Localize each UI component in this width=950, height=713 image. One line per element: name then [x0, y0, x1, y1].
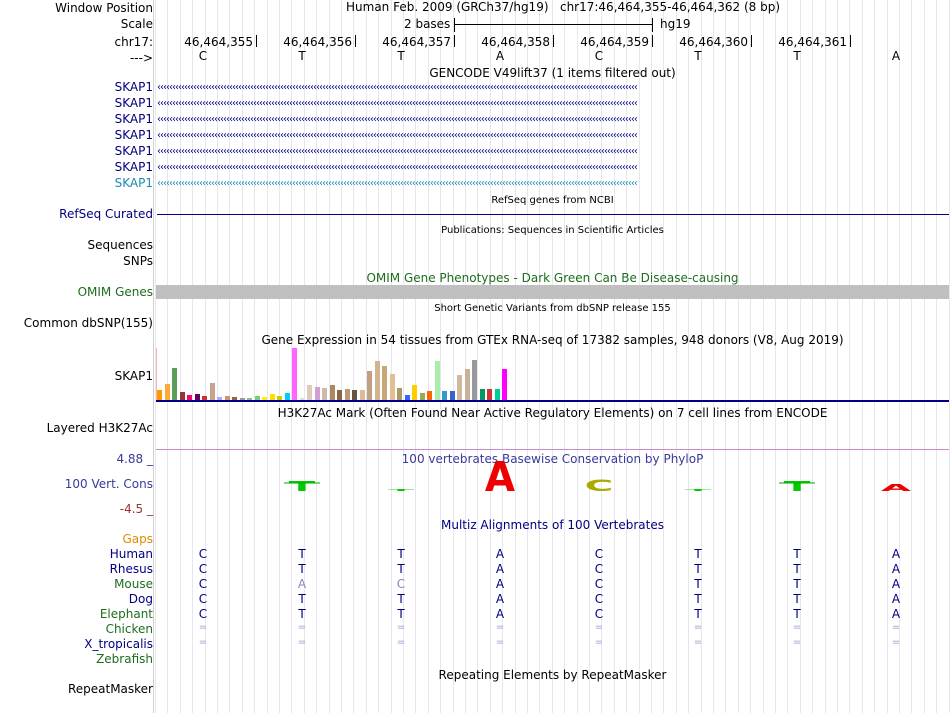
- gencode-title: GENCODE V49lift37 (1 items filtered out): [429, 66, 676, 80]
- ruler-coord: 46,464,358: [481, 35, 550, 49]
- h3k27ac-line: [156, 449, 949, 450]
- gencode-gene-label[interactable]: SKAP1: [114, 128, 153, 142]
- gtex-bar[interactable]: [495, 389, 500, 400]
- gtex-baseline: [156, 400, 949, 402]
- cons-logo-letter: T: [387, 488, 415, 492]
- gtex-bar[interactable]: [352, 390, 357, 400]
- multiz-species-label[interactable]: Rhesus: [109, 562, 153, 576]
- gencode-gene-label[interactable]: SKAP1: [114, 80, 153, 94]
- multiz-base: T: [793, 592, 801, 606]
- ruler-tick: [652, 35, 653, 47]
- gencode-gene-track[interactable]: ‹‹‹‹‹‹‹‹‹‹‹‹‹‹‹‹‹‹‹‹‹‹‹‹‹‹‹‹‹‹‹‹‹‹‹‹‹‹‹‹‹‹‹‹‹‹‹‹‹‹‹‹‹‹‹‹‹‹‹‹‹‹‹‹‹‹‹‹‹‹‹‹‹‹‹‹‹‹‹‹‹‹‹‹‹‹‹‹‹‹‹‹‹‹‹‹‹‹‹‹‹‹‹‹‹‹‹‹‹‹‹‹‹‹‹‹‹‹‹‹‹‹‹‹‹‹‹‹‹‹‹‹‹‹‹‹‹‹‹‹‹‹‹‹‹‹‹‹‹‹‹‹‹‹‹‹‹‹‹‹: [157, 83, 637, 92]
- refseq-title: RefSeq genes from NCBI: [491, 195, 614, 206]
- multiz-base: T: [793, 562, 801, 576]
- gencode-gene-label[interactable]: SKAP1: [114, 96, 153, 110]
- refseq-line: [157, 214, 949, 215]
- cons-logo: [155, 460, 950, 520]
- ruler-base: T: [694, 49, 702, 63]
- ruler-coord: 46,464,356: [283, 35, 352, 49]
- gtex-bar[interactable]: [307, 385, 312, 400]
- multiz-base: C: [594, 577, 604, 591]
- gencode-gene-track[interactable]: ‹‹‹‹‹‹‹‹‹‹‹‹‹‹‹‹‹‹‹‹‹‹‹‹‹‹‹‹‹‹‹‹‹‹‹‹‹‹‹‹‹‹‹‹‹‹‹‹‹‹‹‹‹‹‹‹‹‹‹‹‹‹‹‹‹‹‹‹‹‹‹‹‹‹‹‹‹‹‹‹‹‹‹‹‹‹‹‹‹‹‹‹‹‹‹‹‹‹‹‹‹‹‹‹‹‹‹‹‹‹‹‹‹‹‹‹‹‹‹‹‹‹‹‹‹‹‹‹‹‹‹‹‹‹‹‹‹‹‹‹‹‹‹‹‹‹‹‹‹‹‹‹‹‹‹‹‹‹‹‹: [157, 147, 637, 156]
- ruler-base: A: [495, 49, 505, 63]
- multiz-base: =: [594, 637, 604, 648]
- gtex-bar[interactable]: [412, 385, 417, 400]
- gtex-bar[interactable]: [502, 369, 507, 400]
- gtex-bar[interactable]: [420, 393, 425, 400]
- gtex-bar[interactable]: [442, 391, 447, 400]
- gtex-label[interactable]: SKAP1: [114, 369, 153, 383]
- gtex-bar[interactable]: [322, 388, 327, 400]
- scale-label: Scale: [120, 17, 153, 31]
- multiz-base: C: [594, 592, 604, 606]
- scale-text: 2 bases: [404, 17, 451, 31]
- multiz-base: A: [891, 562, 901, 576]
- position-readout: chr17:46,464,355-46,464,362 (8 bp): [559, 0, 781, 14]
- multiz-base: =: [297, 637, 307, 648]
- refseq-label[interactable]: RefSeq Curated: [59, 207, 153, 221]
- gtex-bar[interactable]: [435, 361, 440, 400]
- multiz-base: C: [198, 547, 208, 561]
- ruler-base: T: [397, 49, 405, 63]
- gtex-bar[interactable]: [472, 360, 477, 400]
- multiz-base: C: [198, 607, 208, 621]
- multiz-base: A: [495, 562, 505, 576]
- multiz-base: A: [891, 577, 901, 591]
- multiz-species-label[interactable]: Elephant: [99, 607, 153, 621]
- h3k27ac-title: H3K27Ac Mark (Often Found Near Active Regulatory Elements) on 7 cell lines from ENCODE: [277, 406, 828, 420]
- cons-max: 4.88 _: [116, 452, 153, 466]
- cons-logo-letter: T: [684, 488, 712, 492]
- assembly-title: [346, 0, 780, 14]
- multiz-base: C: [198, 562, 208, 576]
- multiz-base: =: [495, 637, 505, 648]
- gencode-gene-track[interactable]: ‹‹‹‹‹‹‹‹‹‹‹‹‹‹‹‹‹‹‹‹‹‹‹‹‹‹‹‹‹‹‹‹‹‹‹‹‹‹‹‹‹‹‹‹‹‹‹‹‹‹‹‹‹‹‹‹‹‹‹‹‹‹‹‹‹‹‹‹‹‹‹‹‹‹‹‹‹‹‹‹‹‹‹‹‹‹‹‹‹‹‹‹‹‹‹‹‹‹‹‹‹‹‹‹‹‹‹‹‹‹‹‹‹‹‹‹‹‹‹‹‹‹‹‹‹‹‹‹‹‹‹‹‹‹‹‹‹‹‹‹‹‹‹‹‹‹‹‹‹‹‹‹‹‹‹‹‹‹‹‹: [157, 163, 637, 172]
- gtex-bar[interactable]: [397, 388, 402, 400]
- omim-bar[interactable]: [156, 285, 949, 299]
- gtex-bar[interactable]: [330, 385, 335, 400]
- multiz-base: C: [594, 607, 604, 621]
- multiz-base: T: [793, 577, 801, 591]
- multiz-base: =: [198, 637, 208, 648]
- multiz-base: =: [396, 622, 406, 633]
- gtex-chart[interactable]: [156, 348, 556, 400]
- gencode-gene-label[interactable]: SKAP1: [114, 160, 153, 174]
- gtex-bar[interactable]: [315, 387, 320, 400]
- multiz-base: =: [396, 637, 406, 648]
- multiz-base: T: [397, 547, 405, 561]
- multiz-base: =: [891, 637, 901, 648]
- multiz-base: A: [297, 577, 307, 591]
- multiz-species-label[interactable]: Dog: [128, 592, 153, 606]
- multiz-base: A: [495, 592, 505, 606]
- multiz-base: T: [298, 592, 306, 606]
- multiz-species-label[interactable]: X_tropicalis: [84, 637, 153, 651]
- gtex-bar[interactable]: [480, 389, 485, 400]
- multiz-base: A: [891, 592, 901, 606]
- gtex-bar[interactable]: [180, 392, 185, 400]
- gtex-bar[interactable]: [157, 390, 162, 400]
- multiz-base: T: [793, 607, 801, 621]
- omim-label[interactable]: OMIM Genes: [77, 285, 153, 299]
- ruler-tick: [256, 35, 257, 47]
- multiz-base: T: [694, 607, 702, 621]
- multiz-base: =: [198, 622, 208, 633]
- gaps-label[interactable]: Gaps: [122, 532, 153, 546]
- ruler-base: C: [594, 49, 604, 63]
- multiz-base: C: [198, 577, 208, 591]
- multiz-base: T: [694, 547, 702, 561]
- gtex-bar[interactable]: [450, 391, 455, 400]
- multiz-species-label[interactable]: Chicken: [105, 622, 153, 636]
- multiz-base: C: [594, 547, 604, 561]
- ruler-coord: 46,464,360: [679, 35, 748, 49]
- gtex-bar[interactable]: [292, 348, 297, 400]
- h3k27ac-label[interactable]: Layered H3K27Ac: [46, 421, 153, 435]
- multiz-base: A: [495, 577, 505, 591]
- multiz-base: T: [298, 547, 306, 561]
- multiz-base: =: [792, 622, 802, 633]
- multiz-base: T: [694, 562, 702, 576]
- multiz-title: Multiz Alignments of 100 Vertebrates: [440, 518, 665, 532]
- gencode-gene-label[interactable]: SKAP1: [114, 176, 153, 190]
- ruler-base: T: [793, 49, 801, 63]
- gtex-bar[interactable]: [172, 368, 177, 400]
- cons-min: -4.5 _: [119, 502, 153, 516]
- multiz-species-label[interactable]: Zebrafish: [96, 652, 153, 666]
- multiz-base: T: [397, 562, 405, 576]
- ruler-coord: 46,464,355: [184, 35, 253, 49]
- repeatmasker-title: Repeating Elements by RepeatMasker: [438, 668, 667, 682]
- publications-title: Publications: Sequences in Scientific Articles: [441, 225, 664, 236]
- cons-label[interactable]: 100 Vert. Cons: [64, 477, 153, 491]
- strand-label: --->: [129, 51, 153, 65]
- cons-title: 100 vertebrates Basewise Conservation by PhyloP: [401, 452, 704, 466]
- multiz-species-label[interactable]: Mouse: [114, 577, 153, 591]
- ruler-tick: [751, 35, 752, 47]
- gtex-bar[interactable]: [345, 389, 350, 400]
- multiz-base: A: [891, 547, 901, 561]
- multiz-base: T: [694, 592, 702, 606]
- sequences-label[interactable]: Sequences: [87, 238, 153, 252]
- gtex-bar[interactable]: [165, 384, 170, 400]
- ruler-coord: 46,464,357: [382, 35, 451, 49]
- gtex-bar[interactable]: [367, 371, 372, 400]
- cons-logo-letter: T: [783, 478, 811, 495]
- gtex-bar[interactable]: [487, 389, 492, 400]
- multiz-base: A: [495, 547, 505, 561]
- ruler-base: T: [298, 49, 306, 63]
- chrom-label: chr17:: [114, 35, 153, 49]
- gtex-bar[interactable]: [457, 375, 462, 400]
- ruler-tick: [553, 35, 554, 47]
- label-separator: [153, 0, 154, 713]
- gencode-gene-track[interactable]: ‹‹‹‹‹‹‹‹‹‹‹‹‹‹‹‹‹‹‹‹‹‹‹‹‹‹‹‹‹‹‹‹‹‹‹‹‹‹‹‹‹‹‹‹‹‹‹‹‹‹‹‹‹‹‹‹‹‹‹‹‹‹‹‹‹‹‹‹‹‹‹‹‹‹‹‹‹‹‹‹‹‹‹‹‹‹‹‹‹‹‹‹‹‹‹‹‹‹‹‹‹‹‹‹‹‹‹‹‹‹‹‹‹‹‹‹‹‹‹‹‹‹‹‹‹‹‹‹‹‹‹‹‹‹‹‹‹‹‹‹‹‹‹‹‹‹‹‹‹‹‹‹‹‹‹‹‹‹‹‹: [157, 179, 637, 188]
- multiz-base: =: [693, 622, 703, 633]
- gtex-bar[interactable]: [427, 391, 432, 400]
- gtex-bar[interactable]: [375, 361, 380, 400]
- gtex-title: Gene Expression in 54 tissues from GTEx RNA-seq of 17382 samples, 948 donors (V8, Aug 2019): [261, 333, 844, 347]
- multiz-base: =: [594, 622, 604, 633]
- gencode-gene-track[interactable]: ‹‹‹‹‹‹‹‹‹‹‹‹‹‹‹‹‹‹‹‹‹‹‹‹‹‹‹‹‹‹‹‹‹‹‹‹‹‹‹‹‹‹‹‹‹‹‹‹‹‹‹‹‹‹‹‹‹‹‹‹‹‹‹‹‹‹‹‹‹‹‹‹‹‹‹‹‹‹‹‹‹‹‹‹‹‹‹‹‹‹‹‹‹‹‹‹‹‹‹‹‹‹‹‹‹‹‹‹‹‹‹‹‹‹‹‹‹‹‹‹‹‹‹‹‹‹‹‹‹‹‹‹‹‹‹‹‹‹‹‹‹‹‹‹‹‹‹‹‹‹‹‹‹‹‹‹‹‹‹‹: [157, 115, 637, 124]
- ruler-coord: 46,464,359: [580, 35, 649, 49]
- gencode-gene-label[interactable]: SKAP1: [114, 112, 153, 126]
- gtex-bar[interactable]: [285, 393, 290, 400]
- multiz-base: T: [793, 547, 801, 561]
- cons-logo-letter: C: [584, 476, 614, 496]
- multiz-base: =: [891, 622, 901, 633]
- multiz-species-label[interactable]: Human: [109, 547, 153, 561]
- repeatmasker-label[interactable]: RepeatMasker: [67, 682, 153, 696]
- omim-title: OMIM Gene Phenotypes - Dark Green Can Be Disease-causing: [366, 271, 739, 285]
- dbsnp-title: Short Genetic Variants from dbSNP release 155: [434, 303, 671, 314]
- gtex-bar[interactable]: [360, 390, 365, 400]
- ruler-tick: [355, 35, 356, 47]
- cons-logo-letter: T: [288, 478, 316, 495]
- ruler-tick: [850, 35, 851, 47]
- gtex-bar[interactable]: [210, 383, 215, 400]
- assembly-name: Human Feb. 2009 (GRCh37/hg19): [346, 0, 549, 14]
- multiz-base: =: [495, 622, 505, 633]
- multiz-base: C: [396, 577, 406, 591]
- multiz-base: T: [298, 562, 306, 576]
- multiz-base: T: [397, 607, 405, 621]
- dbsnp-label[interactable]: Common dbSNP(155): [23, 316, 153, 330]
- gtex-bar[interactable]: [390, 374, 395, 400]
- multiz-base: A: [495, 607, 505, 621]
- window-position-label: Window Position: [55, 1, 153, 15]
- ruler-base: A: [891, 49, 901, 63]
- ruler-tick: [454, 35, 455, 47]
- multiz-base: =: [792, 637, 802, 648]
- scale-bar: [454, 18, 653, 32]
- scale-db: hg19: [660, 17, 691, 31]
- snps-label[interactable]: SNPs: [123, 254, 153, 268]
- multiz-base: C: [198, 592, 208, 606]
- ruler-base: C: [198, 49, 208, 63]
- multiz-base: T: [298, 607, 306, 621]
- multiz-base: A: [891, 607, 901, 621]
- gencode-gene-track[interactable]: ‹‹‹‹‹‹‹‹‹‹‹‹‹‹‹‹‹‹‹‹‹‹‹‹‹‹‹‹‹‹‹‹‹‹‹‹‹‹‹‹‹‹‹‹‹‹‹‹‹‹‹‹‹‹‹‹‹‹‹‹‹‹‹‹‹‹‹‹‹‹‹‹‹‹‹‹‹‹‹‹‹‹‹‹‹‹‹‹‹‹‹‹‹‹‹‹‹‹‹‹‹‹‹‹‹‹‹‹‹‹‹‹‹‹‹‹‹‹‹‹‹‹‹‹‹‹‹‹‹‹‹‹‹‹‹‹‹‹‹‹‹‹‹‹‹‹‹‹‹‹‹‹‹‹‹‹‹‹‹‹: [157, 131, 637, 140]
- multiz-base: =: [693, 637, 703, 648]
- gencode-gene-track[interactable]: ‹‹‹‹‹‹‹‹‹‹‹‹‹‹‹‹‹‹‹‹‹‹‹‹‹‹‹‹‹‹‹‹‹‹‹‹‹‹‹‹‹‹‹‹‹‹‹‹‹‹‹‹‹‹‹‹‹‹‹‹‹‹‹‹‹‹‹‹‹‹‹‹‹‹‹‹‹‹‹‹‹‹‹‹‹‹‹‹‹‹‹‹‹‹‹‹‹‹‹‹‹‹‹‹‹‹‹‹‹‹‹‹‹‹‹‹‹‹‹‹‹‹‹‹‹‹‹‹‹‹‹‹‹‹‹‹‹‹‹‹‹‹‹‹‹‹‹‹‹‹‹‹‹‹‹‹‹‹‹‹: [157, 99, 637, 108]
- cons-logo-letter: A: [880, 482, 912, 494]
- ruler-coord: 46,464,361: [778, 35, 847, 49]
- multiz-base: T: [694, 577, 702, 591]
- multiz-base: T: [397, 592, 405, 606]
- cons-logo-letter: A: [484, 460, 516, 502]
- gtex-bar[interactable]: [382, 366, 387, 400]
- multiz-base: C: [594, 562, 604, 576]
- gtex-bar[interactable]: [465, 369, 470, 400]
- multiz-base: =: [297, 622, 307, 633]
- gencode-gene-label[interactable]: SKAP1: [114, 144, 153, 158]
- gtex-bar[interactable]: [337, 390, 342, 400]
